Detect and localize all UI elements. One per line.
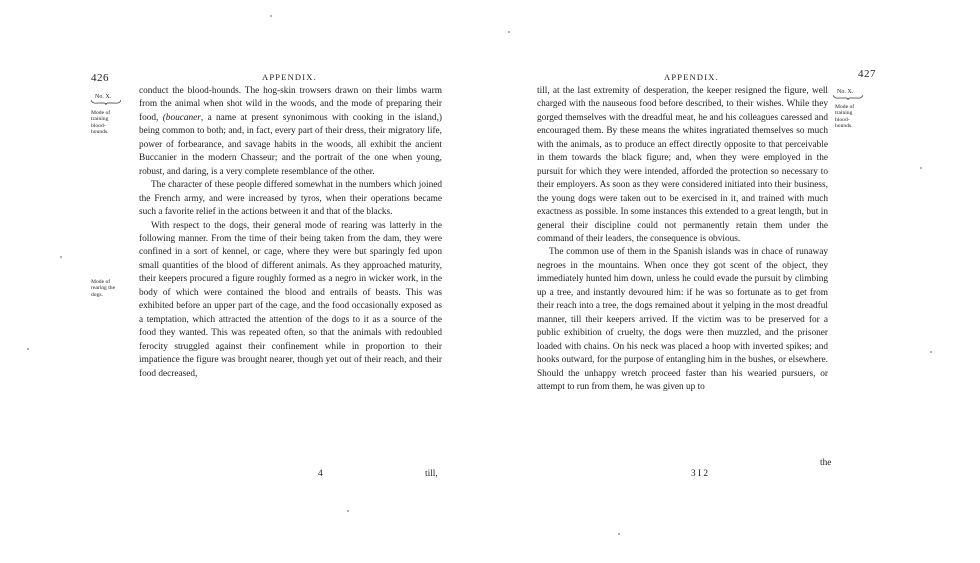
scan-speck [60,256,62,258]
catchword: the [820,458,832,468]
margin-note-label: No. X. [95,94,112,100]
margin-note-line: training [835,110,853,117]
paragraph [139,85,442,179]
right-page [490,0,980,563]
paragraph [537,246,828,394]
margin-note-label: No. X. [837,89,854,95]
margin-note-no-x [91,94,131,105]
margin-note-line: blood- [835,116,850,123]
text-run: With respect to the dogs, their general mode of rearing was latterly in the following manner. From the time of their being taken from the dam, they were confined in a sort of kennel, or cage, where they were but sparingly fed upon small quantities of the blood of different animals. As they approached maturity, their keepers procured a figure roughly formed as a negro in wicker work, in the body of which were contained the blood and entrails of beasts. This was exhibited before an upper part of the cage, and the food occasionally exposed as a temptation, which attracted the attention of the dogs to it as a source of the food they wanted. This was repeated often, so that the animals with redoubled ferocity struggled against their confinement while in proportion to their impatience the figure was brought nearer, though yet out of their reach, and their food decreased, [139,220,442,379]
text-run: till, at the last extremity of desperation, the keeper resigned the figure, well charged with the nauseous food before described, to their wishes. While they gorged themselves with the dreadful meat, he and his colleagues caressed and encouraged them. By these means the whites ingratiated themselves so much with the animals, as to produce an effect directly opposite to that perceivable in them towards the black figure; and, when they were employed in the pursuit for which they were intended, afforded the protection so necessary to their employers. As soon as they were considered initiated into their business, the young dogs were taken out to be exercised in it, and trained with much exactness as possible. In some instances this extended to a great length, but in general their discipline could not permanently retain them under the command of their leaders, the consequence is obvious. [537,86,828,244]
scan-speck [347,510,349,512]
catchword: till, [425,469,438,479]
text-run: conduct the blood-hounds. The hog-skin trowsers drawn on their limbs warm from the animal when shot wild in the woods, and the mode of preparing their food, [139,86,442,123]
scan-speck [618,533,620,535]
margin-note-no-x [833,89,873,100]
scan-speck [930,351,932,353]
page-number: 427 [858,68,876,80]
margin-note-line: rearing the [91,285,116,292]
margin-note-training [835,104,877,130]
margin-note-line: Mode of [835,104,855,110]
paragraph [537,85,828,246]
running-head: APPENDIX. [262,72,317,82]
italic-text-run: (boucaner [162,112,201,123]
margin-note-line: Mode of [91,279,111,285]
scan-speck [508,31,510,33]
running-head: APPENDIX. [664,72,719,82]
text-run: The common use of them in the Spanish islands was in chace of runaway negroes in the mountains. When once they got scent of the object, they immediately hunted him down, unless he could evade the pursuit by climbing up a tree, and instantly devoured him: if he was so fortunate as to get from their reach into a tree, the dogs remained about it yelping in the most dreadful manner, till their keepers arrived. If the victim was to be preserved for a public exhibition of cruelty, the dogs were then muzzled, and the prisoner loaded with chains. On his neck was placed a hoop with inverted spikes; and hooks outward, for the purpose of entangling him in the bushes, or elsewhere. Should the unhappy wretch proceed faster than his wearied pursuers, or attempt to run from them, he was given up to [537,247,828,392]
margin-note-line: blood- [91,122,106,129]
scan-speck [270,15,272,17]
signature-mark: 4 [318,469,323,479]
margin-note-line: hounds. [835,123,853,130]
margin-note-line: hounds. [91,129,109,136]
scan-speck [27,348,29,350]
body-text [139,85,442,381]
scan-speck [920,167,922,169]
text-run: The character of these people differed somewhat in the numbers which joined the French army, and were increased by tyros, when their operations became such a favorite relief in the actions between it and that of the blacks. [139,180,442,218]
paragraph [139,179,442,219]
body-text [537,85,828,394]
signature-mark: 3 I 2 [691,469,709,479]
text-run: , a name at present synonimous with cooking in the island,) being common to both; and, in fact, every part of their dress, their migratory life, power of forbearance, and savage habits in the woods, all exhibit the ancient Buccanier in the modern Chasseur; and the portrait of the one when young, robust, and daring, is a very complete resemblance of the other. [139,112,442,177]
brace-icon [91,100,121,105]
margin-note-line: training [91,116,109,123]
paragraph [139,220,442,381]
page-number: 426 [91,72,109,84]
brace-icon [833,95,863,100]
margin-note-rearing [91,279,131,298]
margin-note-line: dogs. [91,291,103,298]
margin-note-line: Mode of [91,110,111,116]
margin-note-training [91,110,131,136]
